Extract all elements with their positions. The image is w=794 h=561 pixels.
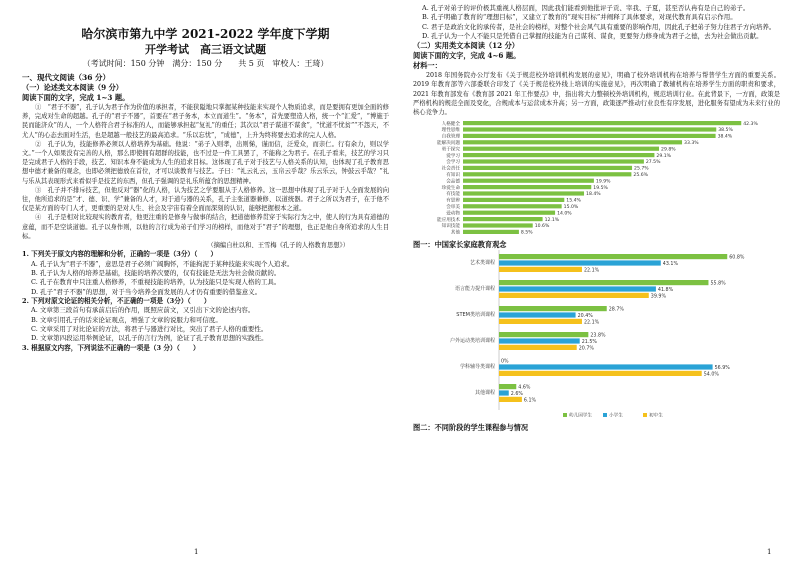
bar	[499, 280, 708, 285]
subsection-heading: （一）论述类文本阅读（9 分）	[22, 83, 123, 92]
data-label: 20.4%	[577, 314, 593, 320]
bar	[499, 267, 582, 272]
data-label: 12.1%	[544, 218, 560, 224]
q1-option-c: C. 孔子在教育中只注重人格修养，不重视技能的培养，认为技能只是实现人格的工具。	[31, 278, 281, 287]
category-label: 艺术类课程	[469, 260, 495, 267]
data-label: 60.8%	[729, 255, 745, 261]
category-label: 珍爱生命	[441, 186, 460, 192]
bar	[499, 293, 649, 298]
bar	[463, 121, 741, 125]
bar	[499, 287, 656, 292]
category-label: 学科辅导类课程	[459, 364, 495, 371]
category-label: 有知识	[446, 173, 460, 179]
page-number-right: 1	[767, 548, 772, 556]
category-label: 能解决问题	[437, 141, 460, 147]
data-label: 28.7%	[608, 307, 624, 313]
paragraph-4: ④ 孔子是相对比较现实的教育者，他更注重的是修身与做事的结合，把道德修养贯穿于实际行为之中，使人的行为具有道德的意蕴，而不是空谈道德。孔子以身作则，以他的言行成为弟子们学习的榜样，而他对于“君子”的理想，也正是他自身所追求的人生目标。	[22, 214, 389, 240]
data-label: 15.0%	[563, 205, 579, 211]
paragraph-1: ① “君子不器”，孔子认为君子作为价值的承担者，不能狭隘地只掌握某种技能来实现个人物质追求，而是要拥有更加全面的修养，完成对生命的超越。孔子的“君子不器”，首要在“君子务本，本立而道生”。“务本”，首先要塑造人格，统一个“汇爱”，“博施于民而能济众”的人，一个人格符合君子标准的人，而能够承担起“复礼”的重任；其次以“君子谋道不谋食”，“忧道不忧贫”“不怨天，不尤人”的心态去面对生活，也是超越一般技艺的最高追求。“乐以忘忧”，“成德”，上升为终将要去追求的完人人格。	[22, 104, 389, 139]
data-label: 22.1%	[583, 320, 600, 326]
data-label: 54.0%	[703, 372, 719, 378]
bar	[463, 147, 659, 151]
section-heading: 一、现代文阅读（36 分）	[22, 73, 111, 82]
subsection-heading-2: （二）实用类文本阅读（12 分）	[413, 41, 519, 51]
bar	[463, 140, 682, 144]
bar	[463, 134, 716, 138]
category-label: 语言能力提升课程	[454, 286, 495, 293]
q1-option-b: B. 孔子认为人格的培养是基础，技能的培养次要的，仅有技能是无法为社会做贡献的。	[31, 268, 281, 277]
right-page	[397, 0, 794, 561]
data-label: 56.9%	[714, 366, 730, 372]
data-label: 20.7%	[578, 346, 594, 352]
legend-label: 幼儿园学生	[569, 413, 592, 419]
legend-label: 初中生	[649, 413, 663, 419]
data-label: 2.6%	[510, 392, 523, 398]
q3-option-c: C. 君子是政治文化的承传者，是社会的榜样，对整个社会风气具有重要的影响作用，因此孔子把弟子努力往君子方向培养。	[422, 22, 776, 31]
bar	[499, 371, 702, 376]
data-label: 39.9%	[650, 294, 667, 300]
category-label: 知识技能	[441, 224, 460, 230]
exam-meta: （考试时间：150 分钟 满分：150 分 共 5 页 审校人：王琦）	[82, 59, 329, 68]
data-label: 14.0%	[557, 211, 572, 217]
exam-subtitle: 开学考试 高三语文试题	[145, 43, 266, 56]
data-label: 18.4%	[586, 192, 601, 198]
bar	[463, 172, 631, 176]
q2-option-d: D. 文章第四段运用举例论证，以孔子的言行为例，论证了孔子教育思想的实践性。	[31, 334, 268, 343]
page-number-left: 1	[194, 548, 199, 556]
data-label: 19.5%	[593, 186, 608, 192]
data-label: 19.9%	[595, 179, 611, 185]
q1-option-a: A. 孔子认为“君子不器”，意思是君子必须广阔胸怀，不能拘泥于某种技能来实现个人追求。	[31, 259, 294, 268]
category-label: 自我管理	[441, 134, 460, 140]
question-2: 2. 下列对原文论证的相关分析，不正确的一项是（3分）（ ）	[22, 296, 211, 305]
data-label: 6.1%	[523, 398, 537, 404]
category-label: 理性思维	[441, 128, 460, 134]
data-label: 27.5%	[645, 160, 661, 166]
chart-parenting-concepts	[413, 119, 779, 239]
q3-option-a: A. 孔子对弟子的评价极其重视人格层面，因此我们能看到他批评子贡、宰我、子夏，甚至否认冉有是自己的弟子。	[422, 4, 750, 12]
category-label: 有思辨	[446, 198, 460, 204]
legend-swatch	[603, 413, 607, 417]
bar	[463, 230, 519, 234]
data-label: 43.1%	[662, 262, 679, 268]
chart2-caption: 图二：不同阶段的学生课程参与情况	[413, 423, 529, 433]
category-label: 其他课程	[474, 390, 495, 397]
data-label: 38.4%	[717, 134, 733, 140]
bar	[499, 391, 509, 396]
category-label: 爱学习	[446, 154, 460, 160]
bar	[499, 339, 580, 344]
source-citation: （摘编自杜以和、王雪梅《孔子的人格教育思想》）	[207, 242, 349, 250]
data-label: 25.6%	[633, 173, 648, 179]
data-label: 55.8%	[710, 281, 726, 287]
data-label: 25.7%	[634, 166, 649, 172]
q2-option-c: C. 文章采用了对比论证的方法，将君子与器进行对比，突出了君子人格的重要性。	[31, 325, 268, 334]
bar	[463, 128, 716, 132]
bar	[463, 198, 564, 202]
bar	[499, 332, 588, 337]
bar	[463, 224, 533, 228]
data-label: 8.5%	[520, 230, 533, 236]
exam-title: 哈尔滨市第九中学 2021-2022 学年度下学期	[81, 27, 330, 41]
bar	[499, 261, 661, 266]
material-paragraph: 2018 年国务院办公厅发布《关于规范校外培训机构发展的意见》，明确了校外培训机构在培养与帮普学生方面的重要关系。2019 年教育部等六部委联合印发了《关于规范校外线上培训的实施意见》，再次明确了教辅机构在培养学生方面的职责和要求，2021 年教育部发布《教育部 2021 年工作要点》中，指出将大力整顿校外培训机构，规范培训行业。在此背景下，一方面，政策是严格机构的规范全面及变化，合规成本与运营成本升高；另一方面，政策逐严推动行业良性有序发展，进化服务有望成为未来行业的核心竞争力。	[413, 72, 780, 116]
category-label: 人格健全	[441, 122, 460, 128]
question-1: 1. 下列关于原文内容的理解和分析，正确的一项是（3分）（ ）	[22, 250, 218, 259]
bar	[463, 204, 562, 208]
material-label: 材料一：	[413, 61, 442, 71]
instruction-2: 阅读下面的文字，完成 4~6 题。	[413, 51, 521, 61]
q3-option-b: B. 孔子明确了教育的“理想目标”，又建立了教育的“现实目标”并阐释了具体要求，对现代教育具有启示作用。	[422, 13, 737, 22]
data-label: 21.5%	[581, 340, 597, 346]
category-label: 勇于探究	[441, 147, 460, 153]
category-label: 能应用技术	[437, 218, 460, 224]
data-label: 41.8%	[657, 288, 674, 294]
data-label: 23.8%	[590, 333, 606, 339]
data-label: 29.1%	[656, 154, 672, 160]
bar	[499, 319, 582, 324]
data-label: 33.3%	[684, 141, 699, 147]
bar	[463, 211, 555, 215]
category-label: 户外运动类培训课程	[449, 338, 495, 345]
bar	[499, 313, 576, 318]
data-label: 0%	[501, 359, 509, 365]
category-label: STEM类培训课程	[456, 312, 495, 319]
category-label: 社会责任	[441, 166, 460, 172]
legend-label: 小学生	[609, 413, 623, 419]
category-label: 会学习	[446, 160, 460, 166]
q3-option-d: D. 孔子认为一个人不能只是凭借自己掌握的技能为自己谋利、谋食，更要努力修身成为君子之德，去为社会做出贡献。	[422, 31, 763, 40]
category-label: 有技能	[446, 192, 460, 198]
category-label: 会审美	[446, 205, 460, 211]
data-label: 10.6%	[534, 224, 550, 230]
bar	[499, 254, 727, 259]
data-label: 4.6%	[518, 385, 531, 391]
bar	[463, 160, 644, 164]
data-label: 22.1%	[583, 268, 600, 274]
data-label: 29.8%	[661, 147, 676, 153]
q2-option-a: A. 文章第三段首句有承前启后的作用，既照应前文，又引出下文的论述内容。	[31, 306, 255, 315]
data-label: 15.4%	[566, 198, 581, 204]
chart-course-participation	[413, 250, 779, 422]
bar	[463, 179, 594, 183]
bar	[499, 397, 522, 402]
category-label: 会品德	[446, 179, 460, 185]
paragraph-2: ② 孔子认为，技能修养必须以人格培养为基础。他说：“弟子入则孝，出则悌，谨而信，泛爱众，而亲仁。行有余力，则以学文。”一个人如果没有完善的人格，那么即使拥有超群的技能，也不过是一件工具罢了，不能称之为君子。在孔子看来，技艺的学习只是完成君子人格的手段，技艺、知识本身不能成为人生的追求目标。这体现了孔子对于技艺与人格关系的认知，也体现了孔子教育思想中德才兼备的观念，也即必须把德放在首位，才可以谈教育与技艺。子曰：“礼云礼云，玉帛云乎哉？乐云乐云，钟鼓云乎哉？”礼与乐从其表现形式来看似乎是技艺的东西，但孔子强调的是礼乐所蕴含的思想精神。	[22, 140, 389, 185]
bar	[463, 185, 591, 189]
legend-swatch	[643, 413, 647, 417]
bar	[463, 166, 632, 170]
bar	[499, 384, 516, 389]
bar	[499, 306, 607, 311]
instruction: 阅读下面的文字，完成 1~3 题。	[22, 93, 130, 102]
chart1-caption: 图一：中国家长家庭教育观念	[413, 240, 507, 250]
paragraph-3: ③ 孔子并不排斥技艺，但他反对“器”化的人格，认为技艺之学要服从于人格修养。这一思想中体现了孔子对于人全面发展的向往，他所追求的是“才、德、识、学”兼备的人才，对于道与器的关系，孔子主张道器兼修、以道统器。君子之所以为君子，在于他不仅是某方面的专门人才，更重要的是对人生、社会及宇宙有着全面而深刻的认识，能够把握根本之道。	[22, 186, 389, 213]
q1-option-d: D. 孔子“君子不器”的思想，对于当今培养全面发展的人才仍有重要的借鉴意义。	[31, 287, 262, 296]
data-label: 42.3%	[743, 122, 758, 128]
bar	[463, 153, 654, 157]
data-label: 38.5%	[718, 128, 733, 134]
category-label: 爱动物	[446, 211, 460, 217]
category-label: 其他	[450, 230, 460, 236]
bar	[463, 192, 584, 196]
legend-swatch	[563, 413, 567, 417]
question-3: 3. 根据原文内容，下列说法不正确的一项是（3 分）（ ）	[22, 343, 200, 352]
bar	[499, 345, 577, 350]
q2-option-b: B. 文章引用孔子的话来论证观点，增强了文章的说服力和可信度。	[31, 315, 222, 324]
bar	[463, 217, 543, 221]
bar	[499, 365, 713, 370]
